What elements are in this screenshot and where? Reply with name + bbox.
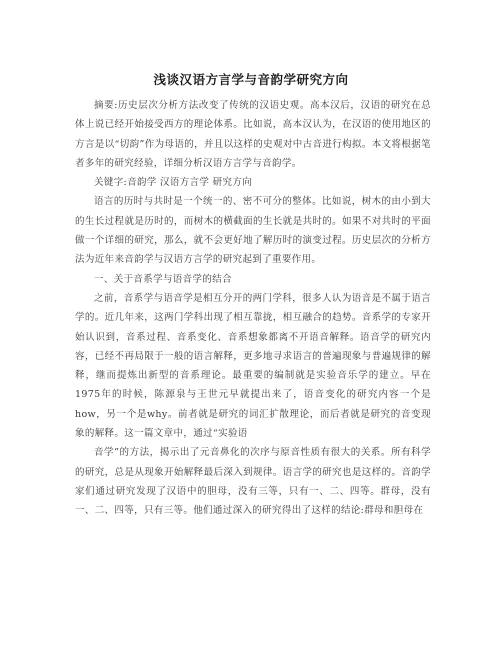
section-heading: 一、关于音系学与语音学的结合 [94, 273, 232, 285]
continued-paragraph: 音学”的方法，揭示出了元音鼻化的次序与原音性质有很大的关系。所有科学的研究，总是从现象开始解释最后深入到规律。语言学的研究也是这样的。音韵学家们通过研究发现了汉语中的胆母，没有三等，只有一、二、四等。群母，没有一、二、四等，只有三等。他们通过深入的研究得出了这样的结论:群母和胆母在 [75, 447, 431, 517]
keywords-paragraph: 关键字:音韵学 汉语方言学 研究方向 [94, 177, 253, 189]
page-title: 浅谈汉语方言学与音韵学研究方向 [153, 72, 349, 87]
document-body [75, 96, 431, 521]
section-paragraph: 之前，音系学与语音学是相互分开的两门学科，很多人认为语音是不属于语言学的。近几年来，这两门学科出现了相互靠拢，相互融合的趋势。音系学的专家开始认识到，音系过程、音系变化、音系想象都离不开语音解释。语音学的研究内容，已经不再局限于一般的语言解释，更多地寻求语言的普遍现象与普遍规律的解释，继而提炼出新型的音系理论。最重要的编制就是实验音乐学的建立。早在1975年的时候，陈源泉与王世元早就提出来了，语音变化的研究内容一个是how，另一个是why。前者就是研究的词汇扩散理论，而后者就是研究的音变现象的解释。这一篇文章中，通过“实验语 [75, 292, 431, 440]
intro-paragraph: 语言的历时与共时是一个统一的、密不可分的整体。比如说，树木的由小到大的生长过程就是历时的，而树木的横截面的生长就是共时的。如果不对共时的平面做一个详细的研究，那么，就不会更好地了解历时的演变过程。历史层次的分析方法为近年来音韵学与汉语方言学的研究起到了重要作用。 [75, 196, 431, 266]
abstract-paragraph: 摘要:历史层次分析方法改变了传统的汉语史观。高本汉后，汉语的研究在总体上说已经开始接受西方的理论体系。比如说，高本汉认为，在汉语的使用地区的方言是以“切韵”作为母语的，并且以这样的史观对中古音进行构拟。本文将根据笔者多年的研究经验，详细分析汉语方言学与音韵学。 [75, 100, 431, 169]
